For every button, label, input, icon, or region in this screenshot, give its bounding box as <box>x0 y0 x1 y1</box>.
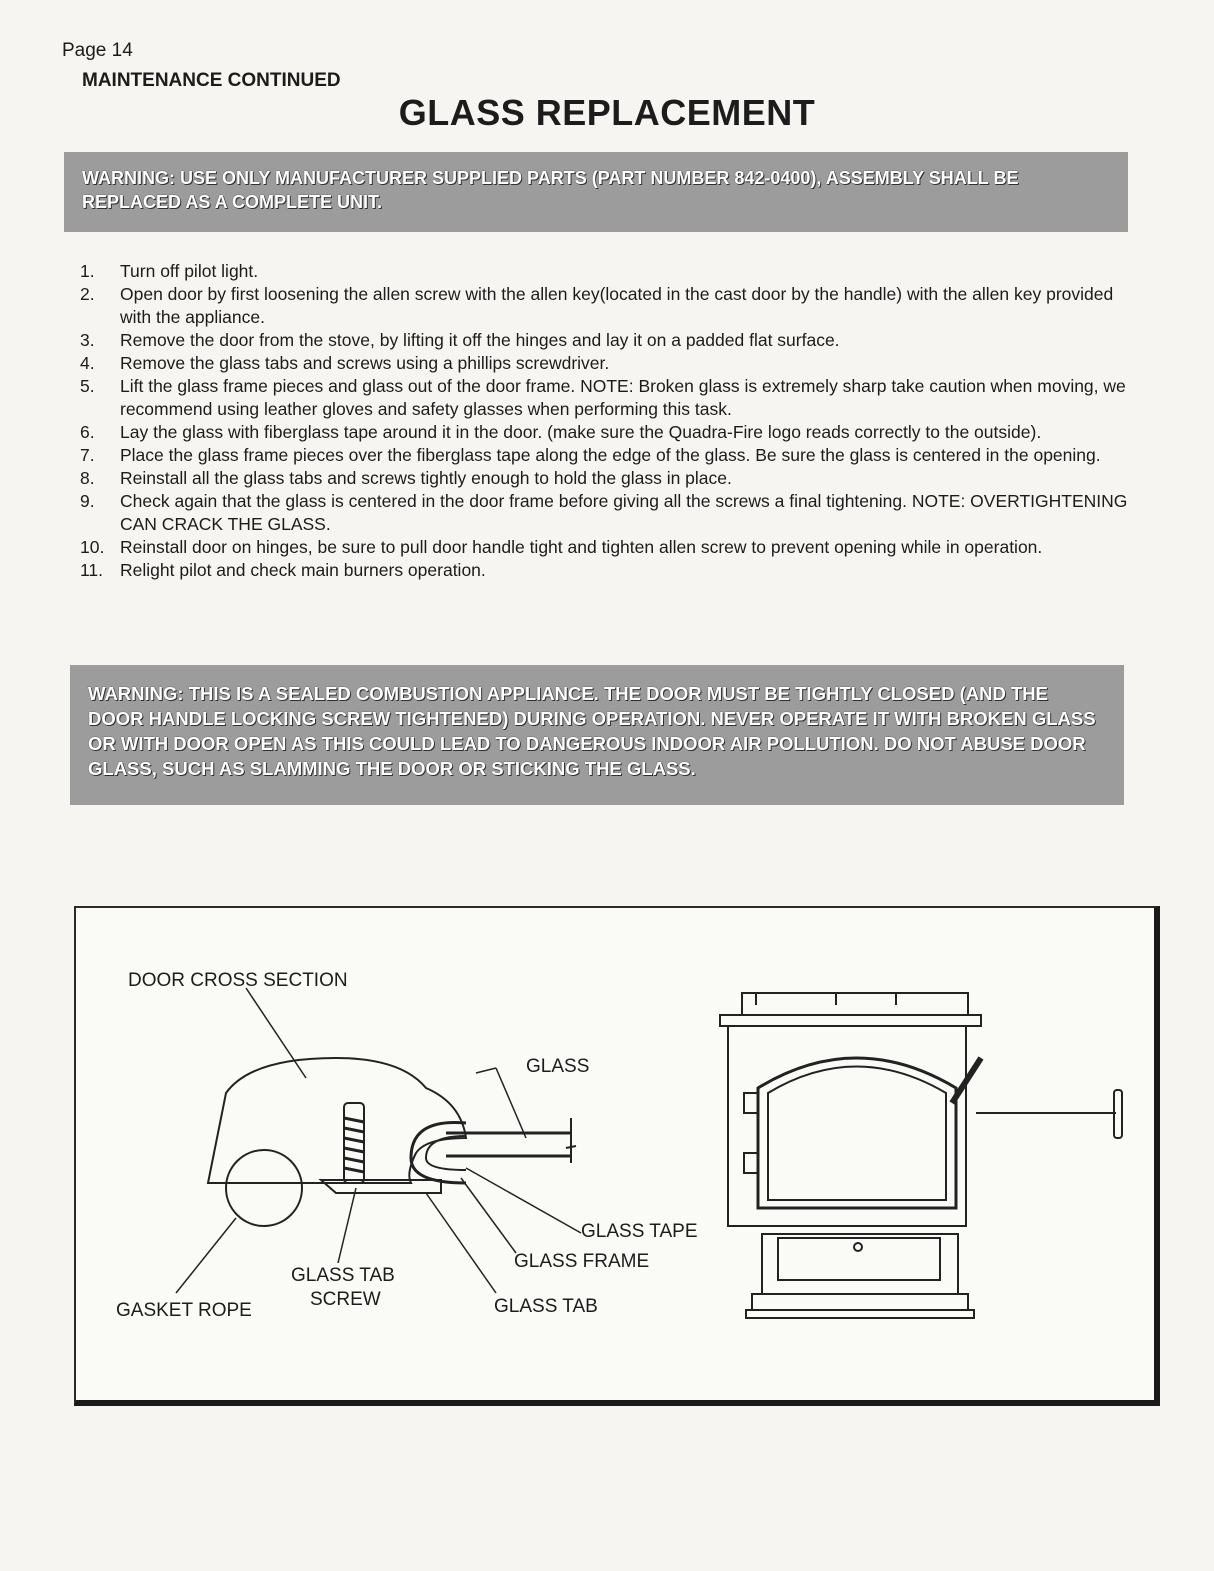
step-item <box>80 260 1130 283</box>
step-text: Relight pilot and check main burners operation. <box>120 560 486 580</box>
step-item <box>80 375 1130 421</box>
step-number: 5. <box>80 376 95 396</box>
step-text: Remove the door from the stove, by lifting it off the hinges and lay it on a padded flat surface. <box>120 330 840 350</box>
step-number: 8. <box>80 468 95 488</box>
label-door-cross-section: DOOR CROSS SECTION <box>128 970 348 991</box>
step-text: Lay the glass with fiberglass tape around it in the door. (make sure the Quadra-Fire logo reads correctly to the outside). <box>120 422 1042 442</box>
step-text: Remove the glass tabs and screws using a phillips screwdriver. <box>120 353 610 373</box>
step-number: 11. <box>80 560 104 580</box>
label-glass-tab: GLASS TAB <box>494 1296 598 1317</box>
step-number: 6. <box>80 422 95 442</box>
step-item <box>80 421 1130 444</box>
step-number: 3. <box>80 330 95 350</box>
label-glass: GLASS <box>526 1056 590 1077</box>
step-text: Place the glass frame pieces over the fiberglass tape along the edge of the glass. Be sure the glass is centered in the opening. <box>120 445 1101 465</box>
step-number: 10. <box>80 537 105 557</box>
warning-box-top: WARNING: USE ONLY MANUFACTURER SUPPLIED PARTS (PART NUMBER 842-0400), ASSEMBLY SHALL BE REPLACED AS A COMPLETE UNIT. <box>64 152 1128 232</box>
label-glass-tab-screw-line2: SCREW <box>310 1289 381 1310</box>
label-glass-frame: GLASS FRAME <box>514 1251 650 1272</box>
step-item <box>80 352 1130 375</box>
step-item <box>80 490 1130 536</box>
step-item <box>80 283 1130 329</box>
step-item <box>80 444 1130 467</box>
label-glass-tab-screw-line1: GLASS TAB <box>291 1265 395 1286</box>
label-glass-tape: GLASS TAPE <box>581 1221 698 1242</box>
step-number: 4. <box>80 353 95 373</box>
page-title: GLASS REPLACEMENT <box>398 92 816 133</box>
door-cross-section-shape <box>208 1058 466 1183</box>
step-text: Check again that the glass is centered in the door frame before giving all the screws a final tightening. NOTE: OVERTIGHTENING CAN CRACK THE GLASS. <box>120 491 1128 534</box>
stove-illustration <box>720 993 1122 1318</box>
step-number: 1. <box>80 261 95 281</box>
step-item <box>80 467 1130 490</box>
step-number: 2. <box>80 284 95 304</box>
door-diagram <box>74 906 1160 1406</box>
label-gasket-rope: GASKET ROPE <box>116 1300 252 1321</box>
page-number: Page 14 <box>62 40 133 61</box>
step-text: Open door by first loosening the allen screw with the allen key(located in the cast door by the handle) with the allen key provided with the appliance. <box>120 284 1114 327</box>
step-text: Lift the glass frame pieces and glass out of the door frame. NOTE: Broken glass is extremely sharp take caution when moving, we recommend using leather gloves and safety glasses when performing this task. <box>120 376 1126 419</box>
section-heading: MAINTENANCE CONTINUED <box>82 70 341 91</box>
step-item <box>80 329 1130 352</box>
step-text: Turn off pilot light. <box>120 261 259 281</box>
warning-box-bottom: WARNING: THIS IS A SEALED COMBUSTION APPLIANCE. THE DOOR MUST BE TIGHTLY CLOSED (AND THE DOOR HANDLE LOCKING SCREW TIGHTENED) DURING OPERATION. NEVER OPERATE IT WITH BROKEN GLASS OR WITH DOOR OPEN AS THIS COULD LEAD TO DANGEROUS INDOOR AIR POLLUTION. DO NOT ABUSE DOOR GLASS, SUCH AS SLAMMING THE DOOR OR STICKING THE GLASS. <box>70 665 1124 805</box>
instruction-steps <box>80 260 1130 582</box>
gasket-rope-shape <box>226 1150 302 1226</box>
step-number: 7. <box>80 445 95 465</box>
step-text: Reinstall all the glass tabs and screws tightly enough to hold the glass in place. <box>120 468 732 488</box>
step-item <box>80 536 1130 559</box>
step-text: Reinstall door on hinges, be sure to pull door handle tight and tighten allen screw to prevent opening while in operation. <box>120 537 1043 557</box>
step-number: 9. <box>80 491 95 511</box>
glass-tab-shape <box>321 1180 441 1193</box>
step-item <box>80 559 1130 582</box>
